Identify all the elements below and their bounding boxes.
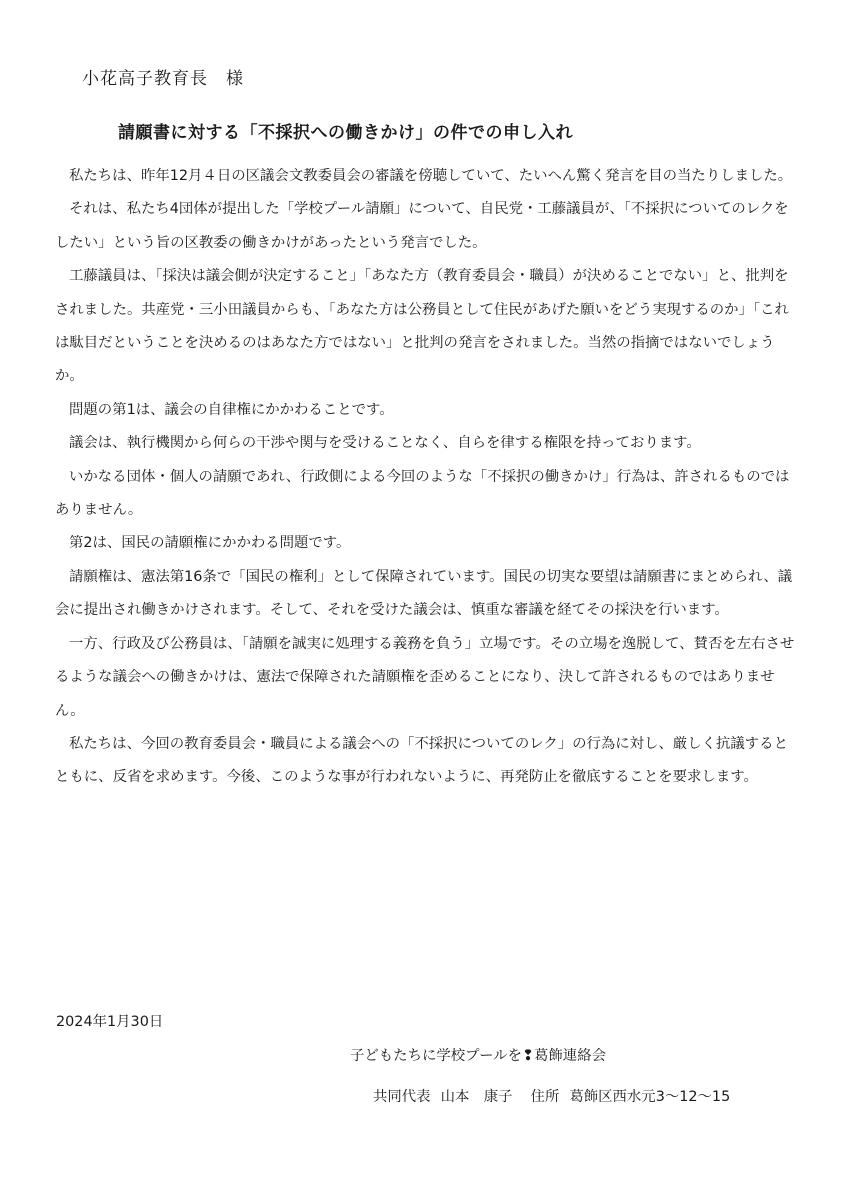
paragraph: いかなる団体・個人の請願であれ、行政側による今回のような「不採択の働きかけ」行為は、許されるものではありません。 <box>55 468 790 519</box>
organization-name: 子どもたちに学校プールを❢葛飾連絡会 <box>350 1048 606 1064</box>
paragraph: 問題の第1は、議会の自律権にかかわることです。 <box>69 401 394 418</box>
letter-title: 請願書に対する「不採択への働きかけ」の件での申し入れ <box>118 123 573 143</box>
representative-role: 共同代表 <box>373 1089 431 1105</box>
paragraph: 第2は、国民の請願権にかかわる問題です。 <box>69 535 351 552</box>
paragraph: 議会は、執行機関から何らの干渉や関与を受けることなく、自らを律する権限を持っております。 <box>69 435 701 452</box>
paragraph: 私たちは、今回の教育委員会・職員による議会への「不採択についてのレク」の行為に対し、厳しく抗議するとともに、反省を求めます。今後、このような事が行われないように、再発防止を徹底することを要求します。 <box>55 735 788 786</box>
representative-line <box>373 1085 748 1106</box>
paragraph: それは、私たち4団体が提出した「学校プール請願」について、自民党・工藤議員が、「不採択についてのレクをしたい」という旨の区教委の働きかけがあったという発言でした。 <box>55 201 789 251</box>
addressee: 小花高子教育長 様 <box>82 69 244 89</box>
paragraph: 一方、行政及び公務員は、「請願を誠実に処理する義務を負う」立場です。その立場を逸脱して、賛否を左右させるような議会への働きかけは、憲法で保障された請願権を歪めることになり、決して許されるものではありません。 <box>55 635 795 719</box>
representative-name: 山本 康子 <box>440 1089 513 1105</box>
paragraph: 私たちは、昨年12月４日の区議会文教委員会の審議を傍聴していて、たいへん驚く発言を目の当たりしました。 <box>69 168 793 184</box>
letter-body <box>55 160 801 795</box>
paragraph: 工藤議員は、「採決は議会側が決定すること」「あなた方（教育委員会・職員）が決めることでない」と、批判をされました。共産党・三小田議員からも、「あなた方は公務員として住民があげた願いをどう実現するのか」「これは駄目だということを決めるのはあなた方ではない」と批判の発言をされました。当然の指摘ではないでしょうか。 <box>55 268 789 385</box>
address-label: 住所 <box>530 1089 560 1105</box>
address: 葛飾区西水元3〜12〜15 <box>569 1089 731 1105</box>
paragraph: 請願権は、憲法第16条で「国民の権利」として保障されています。国民の切実な要望は請願書にまとめられ、議会に提出され働きかけされます。そして、それを受けた議会は、慎重な審議を経てその採決を行います。 <box>55 568 793 619</box>
letter-date: 2024年1月30日 <box>56 1014 164 1030</box>
